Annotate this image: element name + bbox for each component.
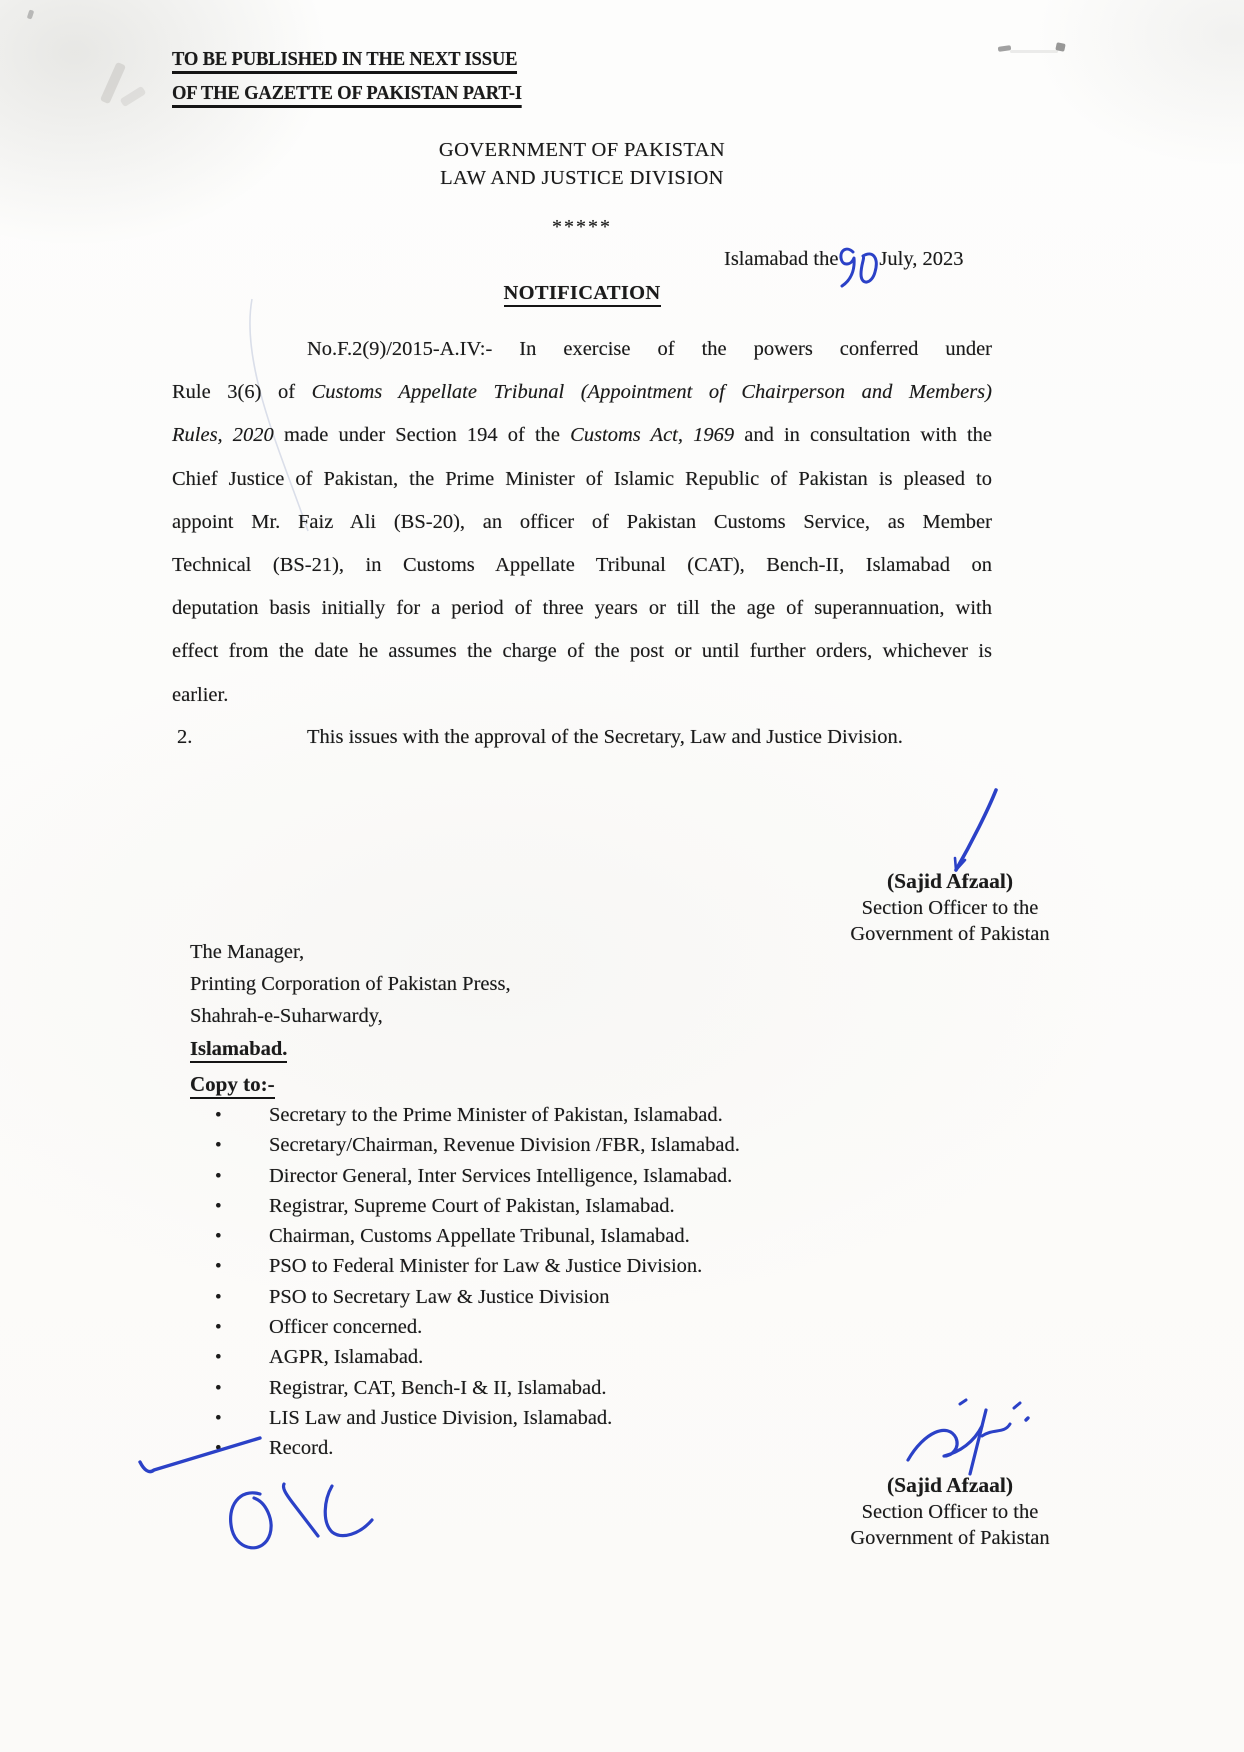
addressee-line: Shahrah-e-Suharwardy, xyxy=(190,1005,383,1028)
copy-to-list xyxy=(190,1104,740,1468)
body-line xyxy=(172,630,992,673)
bullet-icon: • xyxy=(215,1105,222,1126)
bullet-icon: • xyxy=(215,1407,222,1429)
bullet-icon: • xyxy=(215,1438,222,1460)
copy-to-item-text: AGPR, Islamabad. xyxy=(269,1346,424,1369)
body-text-italic: Customs Act, 1969 xyxy=(570,424,735,447)
copy-to-item xyxy=(190,1225,740,1255)
bullet-icon: • xyxy=(215,1347,222,1369)
body-line xyxy=(172,371,992,414)
bullet-icon: • xyxy=(215,1135,222,1157)
body-paragraph-1 xyxy=(172,328,992,717)
bullet-icon: • xyxy=(215,1377,222,1399)
body-line xyxy=(172,414,992,457)
copy-to-item xyxy=(190,1255,740,1285)
bullet-icon: • xyxy=(215,1165,222,1187)
body-paragraph-2 xyxy=(172,726,1072,758)
publish-notice-line1: TO BE PUBLISHED IN THE NEXT ISSUE xyxy=(172,48,517,74)
publish-notice xyxy=(172,44,522,112)
addressee-city: Islamabad. xyxy=(190,1038,287,1063)
body-text: effect from the date he assumes the charge of the post or until further orders, whichever is xyxy=(172,640,992,663)
addressee-block xyxy=(190,936,511,1065)
copy-to-item-text: Secretary to the Prime Minister of Pakistan, Islamabad. xyxy=(269,1104,723,1126)
body-text: and in consultation with the xyxy=(734,424,993,447)
signatory-title-line2: Government of Pakistan xyxy=(850,1527,1050,1549)
signature-block-bottom xyxy=(800,1472,1100,1552)
copy-to-label: Copy to:- xyxy=(190,1072,275,1097)
body-line xyxy=(172,328,992,371)
bullet-icon: • xyxy=(215,1286,222,1308)
notification-heading: NOTIFICATION xyxy=(172,282,992,305)
copy-to-item-text: Record. xyxy=(269,1437,334,1460)
body-text: No.F.2(9)/2015-A.IV:- In exercise of the powers conferred under xyxy=(307,338,992,360)
body-text: Technical (BS-21), in Customs Appellate Tribunal (CAT), Bench-II, Islamabad on xyxy=(172,554,992,577)
body-text: earlier. xyxy=(172,683,229,706)
body-text-italic: Rules, 2020 xyxy=(172,424,274,447)
pen-smudge xyxy=(1010,50,1058,53)
body-line xyxy=(172,587,992,630)
paragraph-number: 2. xyxy=(177,726,193,748)
copy-to-item xyxy=(190,1286,740,1316)
copy-to-item xyxy=(190,1165,740,1195)
body-text-italic: Customs Appellate Tribunal (Appointment of Chairperson and Members) xyxy=(311,381,992,404)
scan-speck xyxy=(27,9,35,19)
staple-artifact xyxy=(120,86,147,107)
copy-to-item-text: PSO to Secretary Law & Justice Division xyxy=(269,1285,610,1308)
copy-to-item xyxy=(190,1346,740,1376)
copy-to-item-text: Chairman, Customs Appellate Tribunal, Islamabad. xyxy=(269,1225,690,1248)
copy-to-item-text: LIS Law and Justice Division, Islamabad. xyxy=(269,1406,613,1429)
record-check-icon xyxy=(136,1428,268,1482)
signatory-title-line2: Government of Pakistan xyxy=(850,923,1050,945)
body-text: Chief Justice of Pakistan, the Prime Minister of Islamic Republic of Pakistan is pleased to xyxy=(172,467,992,490)
signature-scribble xyxy=(902,1396,1050,1482)
copy-to-item xyxy=(190,1377,740,1407)
copy-to-item-text: PSO to Federal Minister for Law & Justice Division. xyxy=(269,1255,703,1278)
bullet-icon: • xyxy=(215,1226,222,1248)
body-line xyxy=(172,674,992,717)
body-text: Rule 3(6) of xyxy=(172,381,312,404)
copy-to-item-text: Officer concerned. xyxy=(269,1316,423,1339)
copy-to-item xyxy=(190,1195,740,1225)
division-title: LAW AND JUSTICE DIVISION xyxy=(440,167,724,189)
copy-to-item xyxy=(190,1407,740,1437)
separator-stars: ***** xyxy=(552,216,612,238)
paragraph-2-text: This issues with the approval of the Secretary, Law and Justice Division. xyxy=(307,726,903,748)
bullet-icon: • xyxy=(215,1317,222,1339)
signature-block-top xyxy=(800,868,1100,948)
copy-to-item-text: Director General, Inter Services Intelligence, Islamabad. xyxy=(269,1164,733,1187)
handwritten-oc-note xyxy=(220,1478,390,1566)
publish-notice-line2: OF THE GAZETTE OF PAKISTAN PART-I xyxy=(172,82,522,108)
body-line xyxy=(172,458,992,501)
government-title: GOVERNMENT OF PAKISTAN xyxy=(438,139,726,161)
copy-to-item xyxy=(190,1134,740,1164)
copy-to-item xyxy=(190,1316,740,1346)
body-text: deputation basis initially for a period of three years or till the age of superannuation, with xyxy=(172,597,992,620)
addressee-line: The Manager, xyxy=(190,941,305,963)
date-prefix: Islamabad the xyxy=(724,248,839,270)
signatory-title-line1: Section Officer to the xyxy=(861,896,1039,919)
body-line xyxy=(172,544,992,587)
signatory-title-line1: Section Officer to the xyxy=(861,1500,1039,1523)
letterhead xyxy=(172,136,992,192)
signatory-name: (Sajid Afzaal) xyxy=(886,869,1013,893)
copy-to-item-text: Registrar, CAT, Bench-I & II, Islamabad. xyxy=(269,1376,607,1399)
copy-to-item-text: Registrar, Supreme Court of Pakistan, Islamabad. xyxy=(269,1194,675,1217)
copy-to-item xyxy=(190,1437,740,1467)
signatory-name: (Sajid Afzaal) xyxy=(886,1473,1013,1497)
copy-to-item xyxy=(190,1104,740,1134)
body-line xyxy=(172,501,992,544)
date-suffix: July, 2023 xyxy=(879,248,964,270)
bullet-icon: • xyxy=(215,1256,222,1278)
body-text: made under Section 194 of the xyxy=(273,424,571,447)
body-text: appoint Mr. Faiz Ali (BS-20), an officer of Pakistan Customs Service, as Member xyxy=(172,510,992,533)
addressee-line: Printing Corporation of Pakistan Press, xyxy=(190,973,511,996)
copy-to-item-text: Secretary/Chairman, Revenue Division /FBR, Islamabad. xyxy=(269,1134,740,1157)
bullet-icon: • xyxy=(215,1195,222,1217)
